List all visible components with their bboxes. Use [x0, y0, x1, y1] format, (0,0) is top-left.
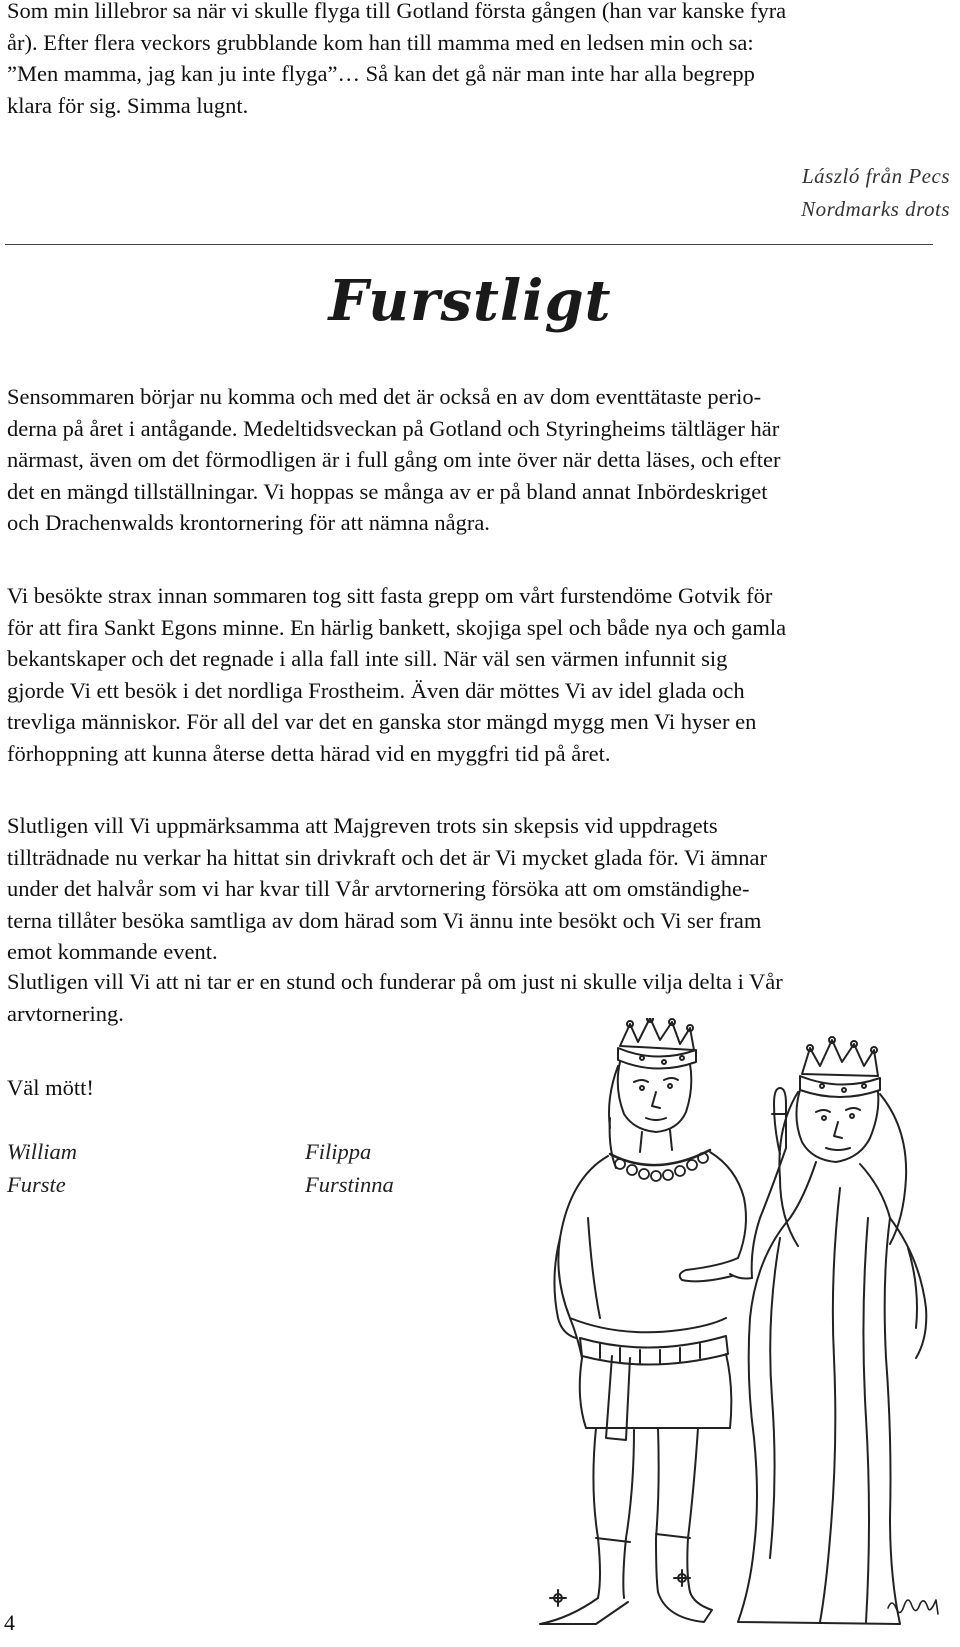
paragraph-line: bekantskaper och det regnade i alla fall inte sill. När väl sen värmen infunnit sig [7, 646, 728, 671]
intro-line: klara för sig. Simma lugnt. [7, 92, 249, 118]
paragraph-line: under det halvår som vi har kvar till Vår arvtornering försöka att om omständighe- [7, 876, 750, 901]
signature-name-william: William [7, 1139, 78, 1164]
author-name: László från Pecs [801, 164, 950, 188]
signature-title-william: Furste [7, 1172, 66, 1197]
paragraph-line: arvtornering. [7, 1000, 124, 1026]
paragraph-line: det en mängd tillställningar. Vi hoppas se många av er på bland annat Inbördeskriget [7, 478, 768, 504]
paragraph-line: Slutligen vill Vi att ni tar er en stund och funderar på om just ni skulle vilja delta i Vår [7, 969, 783, 994]
paragraph-line: närmast, även om det förmodligen är i full gång om inte över när detta läses, och efter [7, 447, 781, 472]
article-heading: Furstligt [328, 268, 612, 334]
paragraph-line: och Drachenwalds krontornering för att nämna några. [7, 510, 490, 535]
paragraph-line: tillträdnade nu verkar ha hittat sin drivkraft och det är Vi mycket glada för. Vi ämnar [7, 844, 767, 870]
prince-and-princess-drawing-icon [420, 1018, 960, 1630]
section-divider [5, 244, 933, 245]
paragraph-line: emot kommande event. [7, 939, 218, 964]
paragraph-line: Väl mött! [7, 1075, 94, 1100]
princess-crown-icon [800, 1037, 880, 1097]
article-paragraph-3 [7, 810, 925, 968]
paragraph-line: Slutligen vill Vi uppmärksamma att Majgreven trots sin skepsis vid uppdragets [7, 813, 718, 838]
signature-name-filippa: Filippa [305, 1139, 372, 1164]
intro-line: Som min lillebror sa när vi skulle flyga till Gotland första gången (han var kanske fyra [7, 0, 787, 23]
author-title: Nordmarks drots [801, 197, 950, 221]
paragraph-line: förhoppning att kunna återse detta härad vid en myggfri tid på året. [7, 740, 611, 766]
paragraph-line: gjorde Vi ett besök i det nordliga Frostheim. Även där möttes Vi av idel glada och [7, 677, 745, 703]
intro-line: år). Efter flera veckors grubblande kom han till mamma med en ledsen min och sa: [7, 29, 754, 55]
paragraph-line: derna på året i antågande. Medeltidsveckan på Gotland och Styringheims tältläger här [7, 415, 780, 441]
prince-belt-icon [580, 1336, 728, 1440]
prince-crown-icon [618, 1018, 696, 1069]
article-paragraph-2 [7, 580, 925, 769]
intro-line: ”Men mamma, jag kan ju inte flyga”… Så kan det gå när man inte har alla begrepp [7, 61, 755, 86]
article-paragraph-1 [7, 381, 925, 539]
signature-title-filippa: Furstinna [305, 1172, 394, 1197]
paragraph-line: trevliga människor. För all del var det en ganska stor mängd mygg men Vi hyser en [7, 709, 757, 734]
paragraph-line: Sensommaren börjar nu komma och med det är också en av dom eventtätaste perio- [7, 384, 762, 409]
intro-paragraph [7, 0, 927, 121]
paragraph-line: för att fira Sankt Egons minne. En härlig bankett, skojiga spel och både nya och gamla [7, 614, 787, 640]
page-number: 4 [4, 1610, 15, 1635]
paragraph-line: Vi besökte strax innan sommaren tog sitt fasta grepp om vårt furstendöme Gotvik för [7, 583, 773, 608]
paragraph-line: terna tillåter besöka samtliga av dom härad som Vi ännu inte besökt och Vi ser fram [7, 907, 762, 933]
